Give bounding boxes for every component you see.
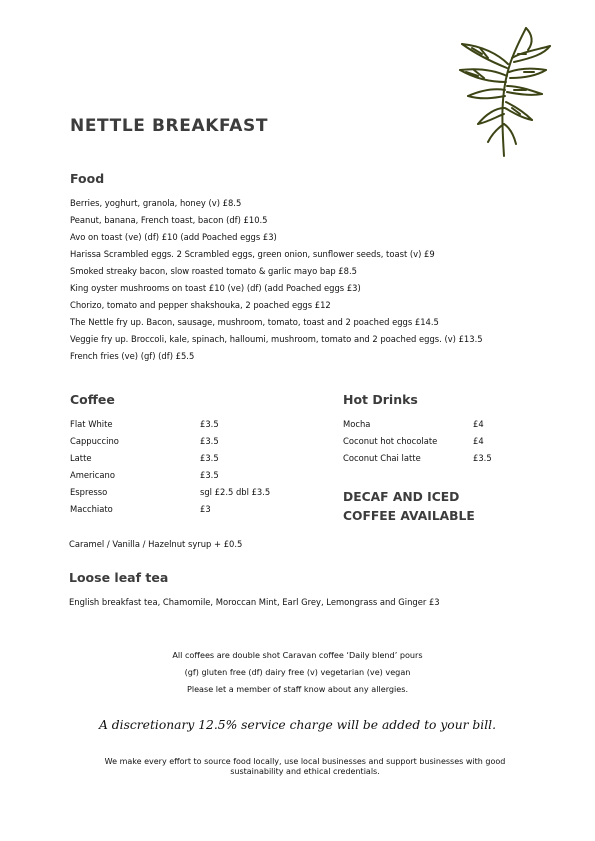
hot-drink-name: Coconut hot chocolate: [343, 436, 438, 446]
coffee-row: [70, 501, 330, 518]
service-charge-note: A discretionary 12.5% service charge will be added to your bill.: [99, 718, 496, 732]
food-heading: Food: [70, 171, 105, 186]
food-item: Peanut, banana, French toast, bacon (df) £10.5: [70, 215, 268, 225]
hot-drink-price: £3.5: [473, 453, 492, 463]
coffee-note: All coffees are double shot Caravan coffee ‘Daily blend’ pours: [172, 650, 423, 660]
hot-drink-row: [343, 416, 563, 433]
coffee-row: [70, 450, 330, 467]
allergy-note: Please let a member of staff know about any allergies.: [186, 684, 409, 694]
coffee-price: £3: [200, 504, 211, 514]
hot-drinks-list: [343, 416, 563, 467]
coffee-name: Macchiato: [70, 504, 113, 514]
coffee-price: £3.5: [200, 453, 219, 463]
coffee-row: [70, 433, 330, 450]
syrup-line: Caramel / Vanilla / Hazelnut syrup + £0.5: [69, 539, 243, 549]
coffee-row: [70, 416, 330, 433]
coffee-name: Flat White: [70, 419, 113, 429]
page-title: NETTLE BREAKFAST: [70, 116, 269, 136]
hot-drink-row: [343, 450, 563, 467]
coffee-list: [70, 416, 330, 518]
food-list: [70, 195, 483, 365]
hot-drink-price: £4: [473, 436, 484, 446]
hot-drinks-heading: Hot Drinks: [343, 392, 418, 407]
coffee-row: [70, 467, 330, 484]
food-item: Smoked streaky bacon, slow roasted tomato & garlic mayo bap £8.5: [70, 266, 357, 276]
hot-drink-price: £4: [473, 419, 484, 429]
hot-drink-name: Coconut Chai latte: [343, 453, 421, 463]
food-item: Avo on toast (ve) (df) £10 (add Poached eggs £3): [70, 232, 277, 242]
hot-drink-name: Mocha: [343, 419, 371, 429]
dietary-key: (gf) gluten free (df) dairy free (v) vegetarian (ve) vegan: [184, 667, 411, 677]
food-item: Harissa Scrambled eggs. 2 Scrambled eggs, green onion, sunflower seeds, toast (v) £9: [70, 249, 435, 259]
tea-heading: Loose leaf tea: [69, 570, 169, 585]
coffee-price: £3.5: [200, 419, 219, 429]
sustainability-note: We make every effort to source food locally, use local businesses and support businesses with good sustainability and ethical credentials.: [104, 757, 506, 776]
tea-text: English breakfast tea, Chamomile, Moroccan Mint, Earl Grey, Lemongrass and Ginger £3: [69, 597, 440, 607]
coffee-row: [70, 484, 330, 501]
food-item: King oyster mushrooms on toast £10 (ve) (df) (add Poached eggs £3): [70, 283, 361, 293]
decaf-line: COFFEE AVAILABLE: [343, 509, 475, 523]
coffee-name: Americano: [70, 470, 115, 480]
decaf-line: DECAF AND ICED: [343, 490, 460, 504]
coffee-name: Cappuccino: [70, 436, 119, 446]
food-item: The Nettle fry up. Bacon, sausage, mushroom, tomato, toast and 2 poached eggs £14.5: [70, 317, 439, 327]
food-item: Chorizo, tomato and pepper shakshouka, 2 poached eggs £12: [70, 300, 331, 310]
coffee-name: Latte: [70, 453, 92, 463]
coffee-price: £3.5: [200, 436, 219, 446]
coffee-heading: Coffee: [70, 392, 115, 407]
coffee-price: sgl £2.5 dbl £3.5: [200, 487, 271, 497]
coffee-name: Espresso: [70, 487, 108, 497]
food-item: French fries (ve) (gf) (df) £5.5: [70, 351, 195, 361]
decaf-notice: [343, 488, 503, 526]
food-item: Berries, yoghurt, granola, honey (v) £8.5: [70, 198, 242, 208]
food-item: Veggie fry up. Broccoli, kale, spinach, halloumi, mushroom, tomato and 2 poached eggs. (v) £13.5: [70, 334, 483, 344]
nettle-leaf-icon: [452, 24, 557, 160]
hot-drink-row: [343, 433, 563, 450]
coffee-price: £3.5: [200, 470, 219, 480]
